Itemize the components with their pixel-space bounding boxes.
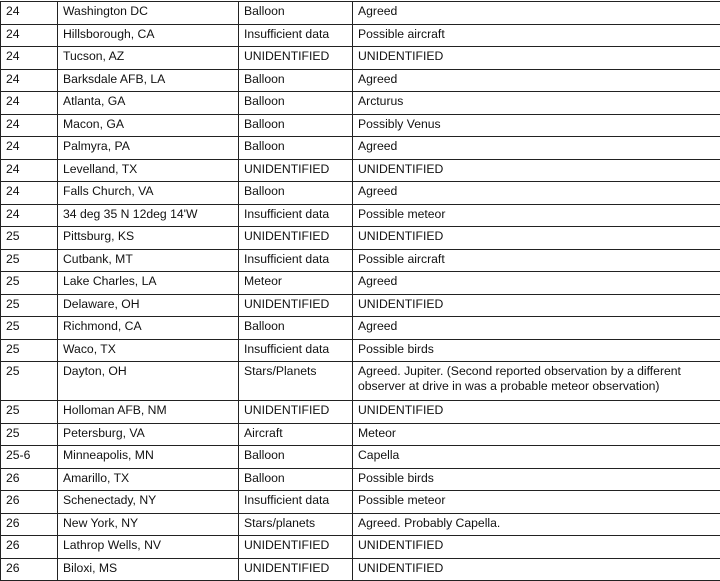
date-cell: 25: [1, 294, 58, 317]
location-cell: Schenectady, NY: [58, 491, 239, 514]
location-cell: Lathrop Wells, NV: [58, 536, 239, 559]
conclusion-cell: Agreed: [353, 69, 720, 92]
conclusion-cell: Possible aircraft: [353, 24, 720, 47]
source-cell: Balloon: [239, 114, 353, 137]
table-row: [1, 558, 720, 581]
source-cell: Meteor: [239, 272, 353, 295]
source-cell: Insufficient data: [239, 339, 353, 362]
table-row: [1, 536, 720, 559]
source-cell: Balloon: [239, 182, 353, 205]
table-body: [1, 2, 720, 581]
conclusion-cell: Possible aircraft: [353, 249, 720, 272]
location-cell: Biloxi, MS: [58, 558, 239, 581]
table-row: [1, 227, 720, 250]
location-cell: Palmyra, PA: [58, 137, 239, 160]
location-cell: Barksdale AFB, LA: [58, 69, 239, 92]
source-cell: Insufficient data: [239, 24, 353, 47]
conclusion-cell: Possibly Venus: [353, 114, 720, 137]
location-cell: Waco, TX: [58, 339, 239, 362]
date-cell: 24: [1, 159, 58, 182]
source-cell: Balloon: [239, 92, 353, 115]
location-cell: Washington DC: [58, 2, 239, 25]
conclusion-cell: UNIDENTIFIED: [353, 401, 720, 424]
date-cell: 26: [1, 491, 58, 514]
source-cell: Balloon: [239, 2, 353, 25]
source-cell: UNIDENTIFIED: [239, 47, 353, 70]
source-cell: Stars/Planets: [239, 362, 353, 401]
table-row: [1, 513, 720, 536]
conclusion-cell: Agreed. Jupiter. (Second reported observation by a different observer at drive in was a probable meteor observation): [353, 362, 720, 401]
table-row: [1, 92, 720, 115]
conclusion-cell: Possible birds: [353, 468, 720, 491]
location-cell: New York, NY: [58, 513, 239, 536]
table-row: [1, 317, 720, 340]
conclusion-cell: Possible meteor: [353, 204, 720, 227]
conclusion-cell: Meteor: [353, 423, 720, 446]
date-cell: 25: [1, 423, 58, 446]
conclusion-cell: Arcturus: [353, 92, 720, 115]
conclusion-cell: Possible meteor: [353, 491, 720, 514]
date-cell: 25: [1, 227, 58, 250]
location-cell: 34 deg 35 N 12deg 14'W: [58, 204, 239, 227]
location-cell: Minneapolis, MN: [58, 446, 239, 469]
date-cell: 24: [1, 92, 58, 115]
conclusion-cell: Agreed: [353, 2, 720, 25]
table-row: [1, 294, 720, 317]
source-cell: Balloon: [239, 446, 353, 469]
conclusion-cell: UNIDENTIFIED: [353, 558, 720, 581]
source-cell: Balloon: [239, 137, 353, 160]
conclusion-cell: UNIDENTIFIED: [353, 294, 720, 317]
location-cell: Holloman AFB, NM: [58, 401, 239, 424]
date-cell: 24: [1, 182, 58, 205]
location-cell: Levelland, TX: [58, 159, 239, 182]
conclusion-cell: Agreed: [353, 272, 720, 295]
table-row: [1, 401, 720, 424]
date-cell: 25: [1, 401, 58, 424]
date-cell: 25: [1, 362, 58, 401]
table-row: [1, 182, 720, 205]
location-cell: Lake Charles, LA: [58, 272, 239, 295]
table-row: [1, 272, 720, 295]
conclusion-cell: UNIDENTIFIED: [353, 227, 720, 250]
conclusion-cell: UNIDENTIFIED: [353, 47, 720, 70]
table-row: [1, 47, 720, 70]
conclusion-cell: Agreed: [353, 137, 720, 160]
location-cell: Dayton, OH: [58, 362, 239, 401]
location-cell: Hillsborough, CA: [58, 24, 239, 47]
date-cell: 24: [1, 69, 58, 92]
source-cell: Stars/planets: [239, 513, 353, 536]
table-row: [1, 468, 720, 491]
date-cell: 24: [1, 24, 58, 47]
date-cell: 25: [1, 272, 58, 295]
date-cell: 24: [1, 47, 58, 70]
location-cell: Tucson, AZ: [58, 47, 239, 70]
source-cell: UNIDENTIFIED: [239, 536, 353, 559]
conclusion-cell: UNIDENTIFIED: [353, 159, 720, 182]
conclusion-cell: Agreed: [353, 182, 720, 205]
source-cell: UNIDENTIFIED: [239, 294, 353, 317]
location-cell: Amarillo, TX: [58, 468, 239, 491]
sightings-table: [0, 1, 720, 581]
location-cell: Richmond, CA: [58, 317, 239, 340]
date-cell: 26: [1, 513, 58, 536]
location-cell: Petersburg, VA: [58, 423, 239, 446]
date-cell: 24: [1, 137, 58, 160]
conclusion-cell: UNIDENTIFIED: [353, 536, 720, 559]
location-cell: Pittsburg, KS: [58, 227, 239, 250]
location-cell: Macon, GA: [58, 114, 239, 137]
location-cell: Falls Church, VA: [58, 182, 239, 205]
table-row: [1, 362, 720, 401]
location-cell: Atlanta, GA: [58, 92, 239, 115]
date-cell: 26: [1, 558, 58, 581]
source-cell: UNIDENTIFIED: [239, 401, 353, 424]
date-cell: 24: [1, 204, 58, 227]
table-row: [1, 339, 720, 362]
table-row: [1, 249, 720, 272]
source-cell: Balloon: [239, 317, 353, 340]
date-cell: 25: [1, 317, 58, 340]
source-cell: UNIDENTIFIED: [239, 227, 353, 250]
table-row: [1, 159, 720, 182]
conclusion-cell: Possible birds: [353, 339, 720, 362]
table-row: [1, 114, 720, 137]
conclusion-cell: Capella: [353, 446, 720, 469]
location-cell: Cutbank, MT: [58, 249, 239, 272]
table-row: [1, 446, 720, 469]
source-cell: Aircraft: [239, 423, 353, 446]
table-row: [1, 2, 720, 25]
source-cell: Insufficient data: [239, 204, 353, 227]
source-cell: Insufficient data: [239, 491, 353, 514]
table-row: [1, 69, 720, 92]
conclusion-cell: Agreed: [353, 317, 720, 340]
date-cell: 25: [1, 249, 58, 272]
date-cell: 26: [1, 468, 58, 491]
source-cell: Balloon: [239, 69, 353, 92]
conclusion-cell: Agreed. Probably Capella.: [353, 513, 720, 536]
location-cell: Delaware, OH: [58, 294, 239, 317]
date-cell: 25: [1, 339, 58, 362]
date-cell: 24: [1, 2, 58, 25]
table-row: [1, 24, 720, 47]
date-cell: 24: [1, 114, 58, 137]
source-cell: Insufficient data: [239, 249, 353, 272]
date-cell: 26: [1, 536, 58, 559]
source-cell: UNIDENTIFIED: [239, 558, 353, 581]
table-row: [1, 491, 720, 514]
source-cell: Balloon: [239, 468, 353, 491]
date-cell: 25-6: [1, 446, 58, 469]
table-row: [1, 423, 720, 446]
table-row: [1, 204, 720, 227]
table-row: [1, 137, 720, 160]
source-cell: UNIDENTIFIED: [239, 159, 353, 182]
